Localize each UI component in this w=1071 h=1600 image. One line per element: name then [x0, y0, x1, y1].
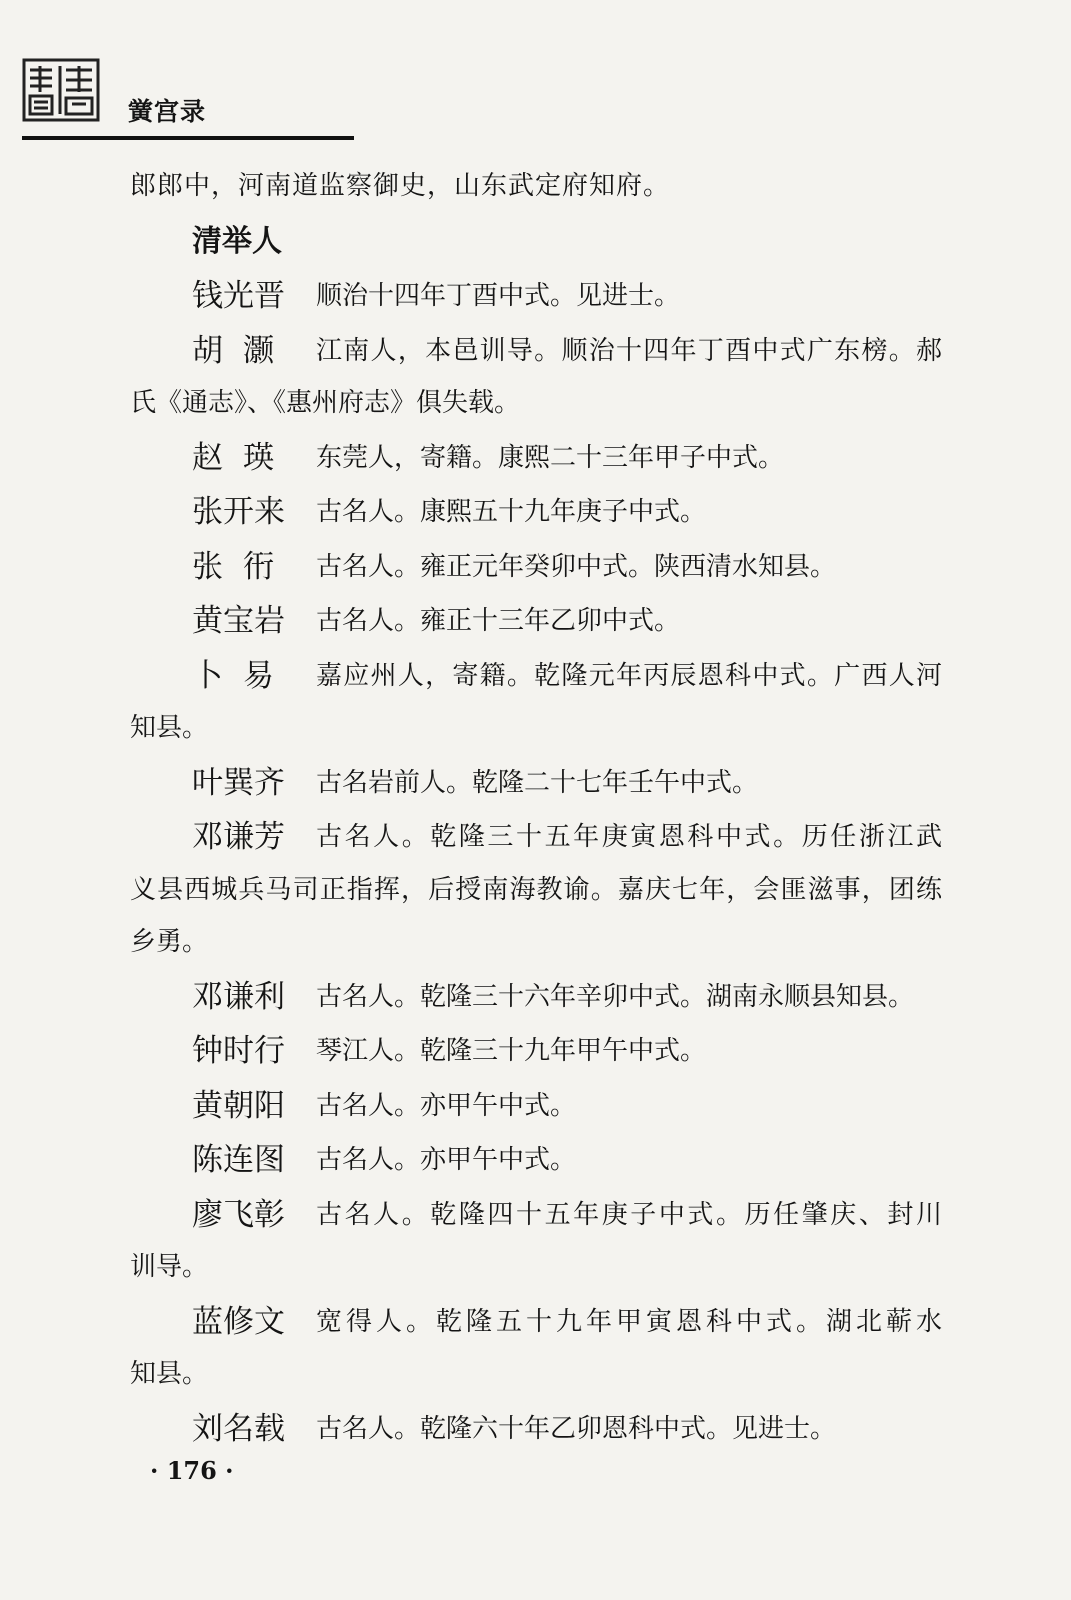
- book-title: 黉宫录: [128, 97, 207, 126]
- entry-name: 邓谦利: [192, 978, 285, 1015]
- entry-text-line: 古名人。亦甲午中式。: [316, 1145, 577, 1175]
- entry-text-line: 古名人。乾隆三十五年庚寅恩科中式。历任浙江武: [316, 822, 942, 852]
- entry-text-line: 古名人。雍正十三年乙卯中式。: [316, 606, 681, 636]
- entry-name: 黄宝岩: [192, 603, 285, 639]
- entry-name: 张开来: [192, 494, 285, 530]
- entry-name: 邓谦芳: [192, 819, 285, 855]
- entry-text-line: 琴江人。乾隆三十九年甲午中式。: [316, 1036, 707, 1066]
- entry-text-line: 顺治十四年丁酉中式。见进士。: [316, 281, 681, 311]
- continuation-line: 郎郎中，河南道监察御史，山东武定府知府。: [130, 171, 671, 201]
- entry-name: 赵瑛: [192, 439, 294, 476]
- entry-text-line: 江南人，本邑训导。顺治十四年丁酉中式广东榜。郝: [316, 335, 942, 366]
- entry-text-line: 古名岩前人。乾隆二十七年壬午中式。: [316, 767, 759, 798]
- entry-text-line: 东莞人，寄籍。康熙二十三年甲子中式。: [316, 442, 785, 473]
- entry-text-line: 乡勇。: [130, 927, 209, 957]
- entry-text-line: 古名人。乾隆六十年乙卯恩科中式。见进士。: [316, 1413, 837, 1444]
- entry-text-line: 嘉应州人，寄籍。乾隆元年丙辰恩科中式。广西人河: [316, 660, 942, 691]
- entry-name: 卜易: [192, 657, 294, 694]
- page-number: · 176 ·: [150, 1456, 234, 1485]
- entry-name: 黄朝阳: [192, 1087, 285, 1124]
- entry-name: 蓝修文: [192, 1303, 285, 1340]
- entry-text-line: 古名人。亦甲午中式。: [316, 1090, 577, 1121]
- entry-text-line: 训导。: [130, 1252, 209, 1282]
- entry-name: 钱光晋: [192, 278, 285, 314]
- entry-text-line: 宽得人。乾隆五十九年甲寅恩科中式。湖北蕲水: [316, 1306, 942, 1337]
- entry-name: 叶巽齐: [192, 764, 285, 801]
- entry-name: 廖飞彰: [192, 1196, 285, 1233]
- entry-name: 张衎: [192, 548, 294, 585]
- entry-text-line: 古名人。康熙五十九年庚子中式。: [316, 497, 707, 527]
- entry-text-line: 古名人。乾隆四十五年庚子中式。历任肇庆、封川: [316, 1199, 942, 1230]
- section-title: 清举人: [192, 224, 282, 259]
- entry-name: 刘名载: [192, 1410, 285, 1447]
- entry-name: 钟时行: [192, 1033, 285, 1069]
- entry-text-line: 义县西城兵马司正指挥，后授南海教谕。嘉庆七年，会匪滋事，团练: [130, 874, 942, 905]
- header-rule: [22, 136, 354, 140]
- entry-name: 陈连图: [192, 1142, 285, 1178]
- entry-text-line: 古名人。雍正元年癸卯中式。陕西清水知县。: [316, 551, 837, 582]
- entry-text-line: 知县。: [130, 1359, 209, 1389]
- entry-text-line: 古名人。乾隆三十六年辛卯中式。湖南永顺县知县。: [316, 981, 915, 1012]
- seal-logo: [22, 58, 100, 122]
- entry-name: 胡灏: [192, 332, 294, 369]
- entry-text-line: 氏《通志》、《惠州府志》俱失载。: [130, 388, 521, 418]
- entry-text-line: 知县。: [130, 713, 209, 743]
